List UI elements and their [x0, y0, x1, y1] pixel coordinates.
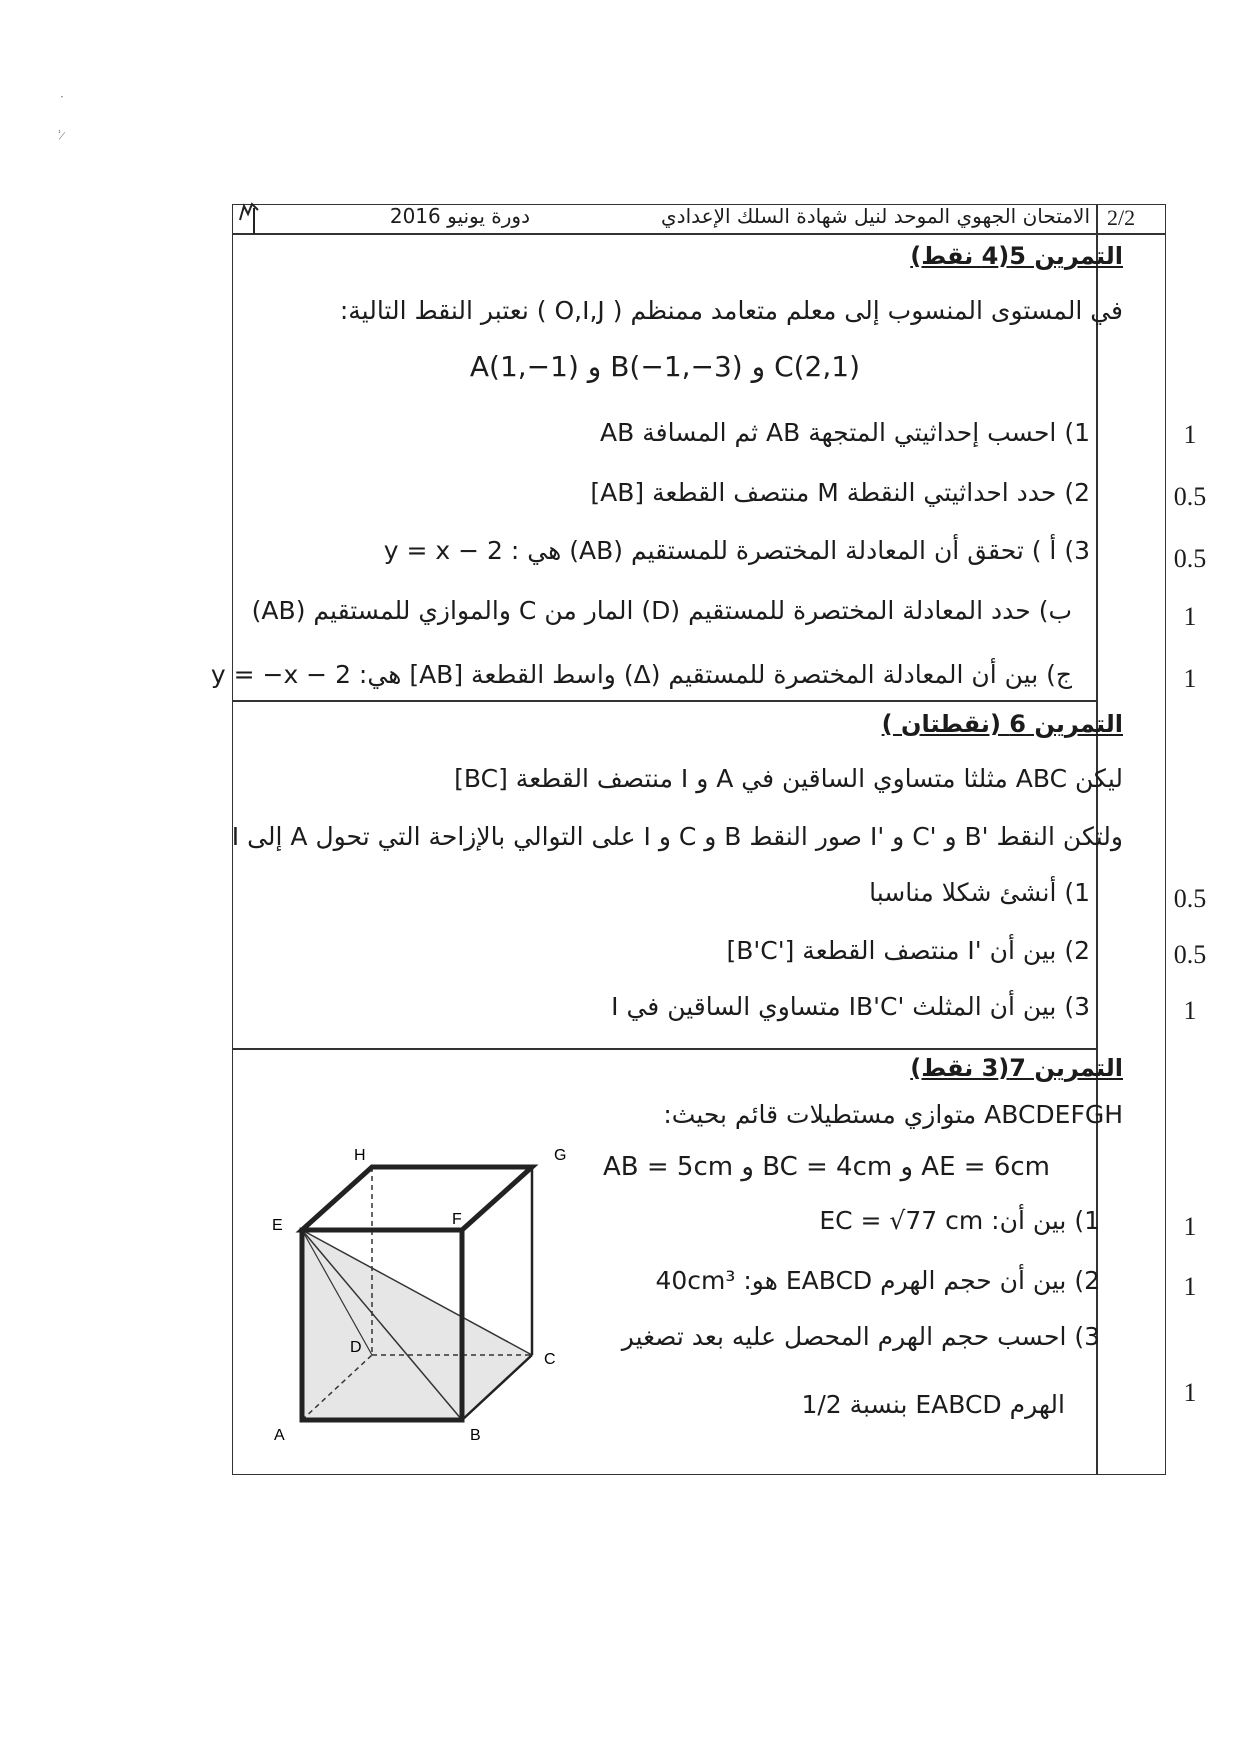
ex7-line2: AE = 6cm و BC = 4cm و AB = 5cm [602, 1152, 1050, 1182]
ex6-line2: ولتكن النقط 'B و 'C و 'I صور النقط B و C و I على التوالي بالإزاحة التي تحول A إلى I [231, 822, 1123, 851]
ex6-score-q2: 0.5 [1173, 940, 1207, 969]
ex5-score-q3a: 0.5 [1173, 544, 1207, 573]
ex5-score-q3b: 1 [1183, 602, 1197, 631]
page-number: 2/2 [1107, 205, 1136, 230]
ex7-score-q1: 1 [1183, 1212, 1197, 1241]
ex5-q2: 2) حدد احداثيتي النقطة M منتصف القطعة [AB] [590, 478, 1090, 507]
ex6-score-q3: 1 [1183, 996, 1197, 1025]
ex7-q3a: 3) احسب حجم الهرم المحصل عليه بعد تصغير [621, 1322, 1100, 1351]
vertex-label-a: A [274, 1427, 285, 1444]
ex6-q1: 1) أنشئ شكلا مناسبا [869, 878, 1090, 907]
ex5-title: التمرين 5(4 نقط) [910, 242, 1123, 270]
ex7-title: التمرين 7(3 نقط) [910, 1054, 1123, 1082]
ex5-q3b: ب) حدد المعادلة المختصرة للمستقيم (D) المار من C والموازي للمستقيم (AB) [251, 596, 1072, 625]
ex5-score-q2: 0.5 [1173, 482, 1207, 511]
signature-mark [232, 198, 272, 234]
ex6-score-q1: 0.5 [1173, 884, 1207, 913]
vertex-label-c: C [544, 1351, 556, 1368]
ex5-q3c: ج) بين أن المعادلة المختصرة للمستقيم (Δ) واسط القطعة [AB] هي: y = −x − 2 [210, 660, 1072, 689]
shaded-face [302, 1230, 532, 1420]
ex5-q3a: 3) أ ) تحقق أن المعادلة المختصرة للمستقيم (AB) هي : y = x − 2 [383, 536, 1090, 565]
ex5-intro: في المستوى المنسوب إلى معلم متعامد ممنظم ( O,I,J ) نعتبر النقط التالية: [339, 296, 1123, 325]
header-divider [232, 233, 1166, 235]
vertex-label-d: D [350, 1339, 362, 1356]
exam-session: دورة يونيو 2016 [389, 204, 530, 228]
ex5-q1: 1) احسب إحداثيتي المتجهة AB ثم المسافة AB [600, 418, 1090, 447]
ex7-score-q3: 1 [1183, 1378, 1197, 1407]
ex6-divider [232, 1048, 1096, 1050]
ex7-score-q2: 1 [1183, 1272, 1197, 1301]
ex6-q2: 2) بين أن 'I منتصف القطعة ['B'C] [726, 936, 1090, 965]
stray-mark: · [60, 90, 64, 104]
ex5-divider [232, 700, 1096, 702]
top-face [302, 1167, 532, 1230]
cuboid-figure [272, 1130, 602, 1450]
ex6-q3: 3) بين أن المثلث 'IB'C متساوي الساقين في I [611, 992, 1090, 1021]
vertex-label-g: G [554, 1147, 567, 1164]
ex7-q1: 1) بين أن: EC = √77 cm [819, 1206, 1100, 1235]
ex5-score-q1: 1 [1183, 420, 1197, 449]
exam-title: الامتحان الجهوي الموحد لنيل شهادة السلك الإعدادي [661, 204, 1090, 228]
ex7-line1: ABCDEFGH متوازي مستطيلات قائم بحيث: [663, 1100, 1123, 1129]
stray-mark: ʾ ̷ [58, 128, 66, 142]
ex5-score-q3c: 1 [1183, 664, 1197, 693]
vertex-label-f: F [452, 1211, 462, 1228]
ex7-q3b: الهرم EABCD بنسبة 1/2 [801, 1390, 1065, 1419]
ex6-line1: ليكن ABC مثلثا متساوي الساقين في A و I منتصف القطعة [BC] [454, 764, 1123, 793]
vertex-label-e: E [272, 1217, 283, 1234]
ex5-points: C(2,1) و B(−1,−3) و A(1,−1) [469, 350, 860, 383]
vertex-label-b: B [470, 1427, 481, 1444]
ex7-q2: 2) بين أن حجم الهرم EABCD هو: 40cm³ [655, 1266, 1100, 1295]
ex6-title: التمرين 6 (نقطتان ) [881, 710, 1123, 738]
vertex-label-h: H [354, 1147, 366, 1164]
